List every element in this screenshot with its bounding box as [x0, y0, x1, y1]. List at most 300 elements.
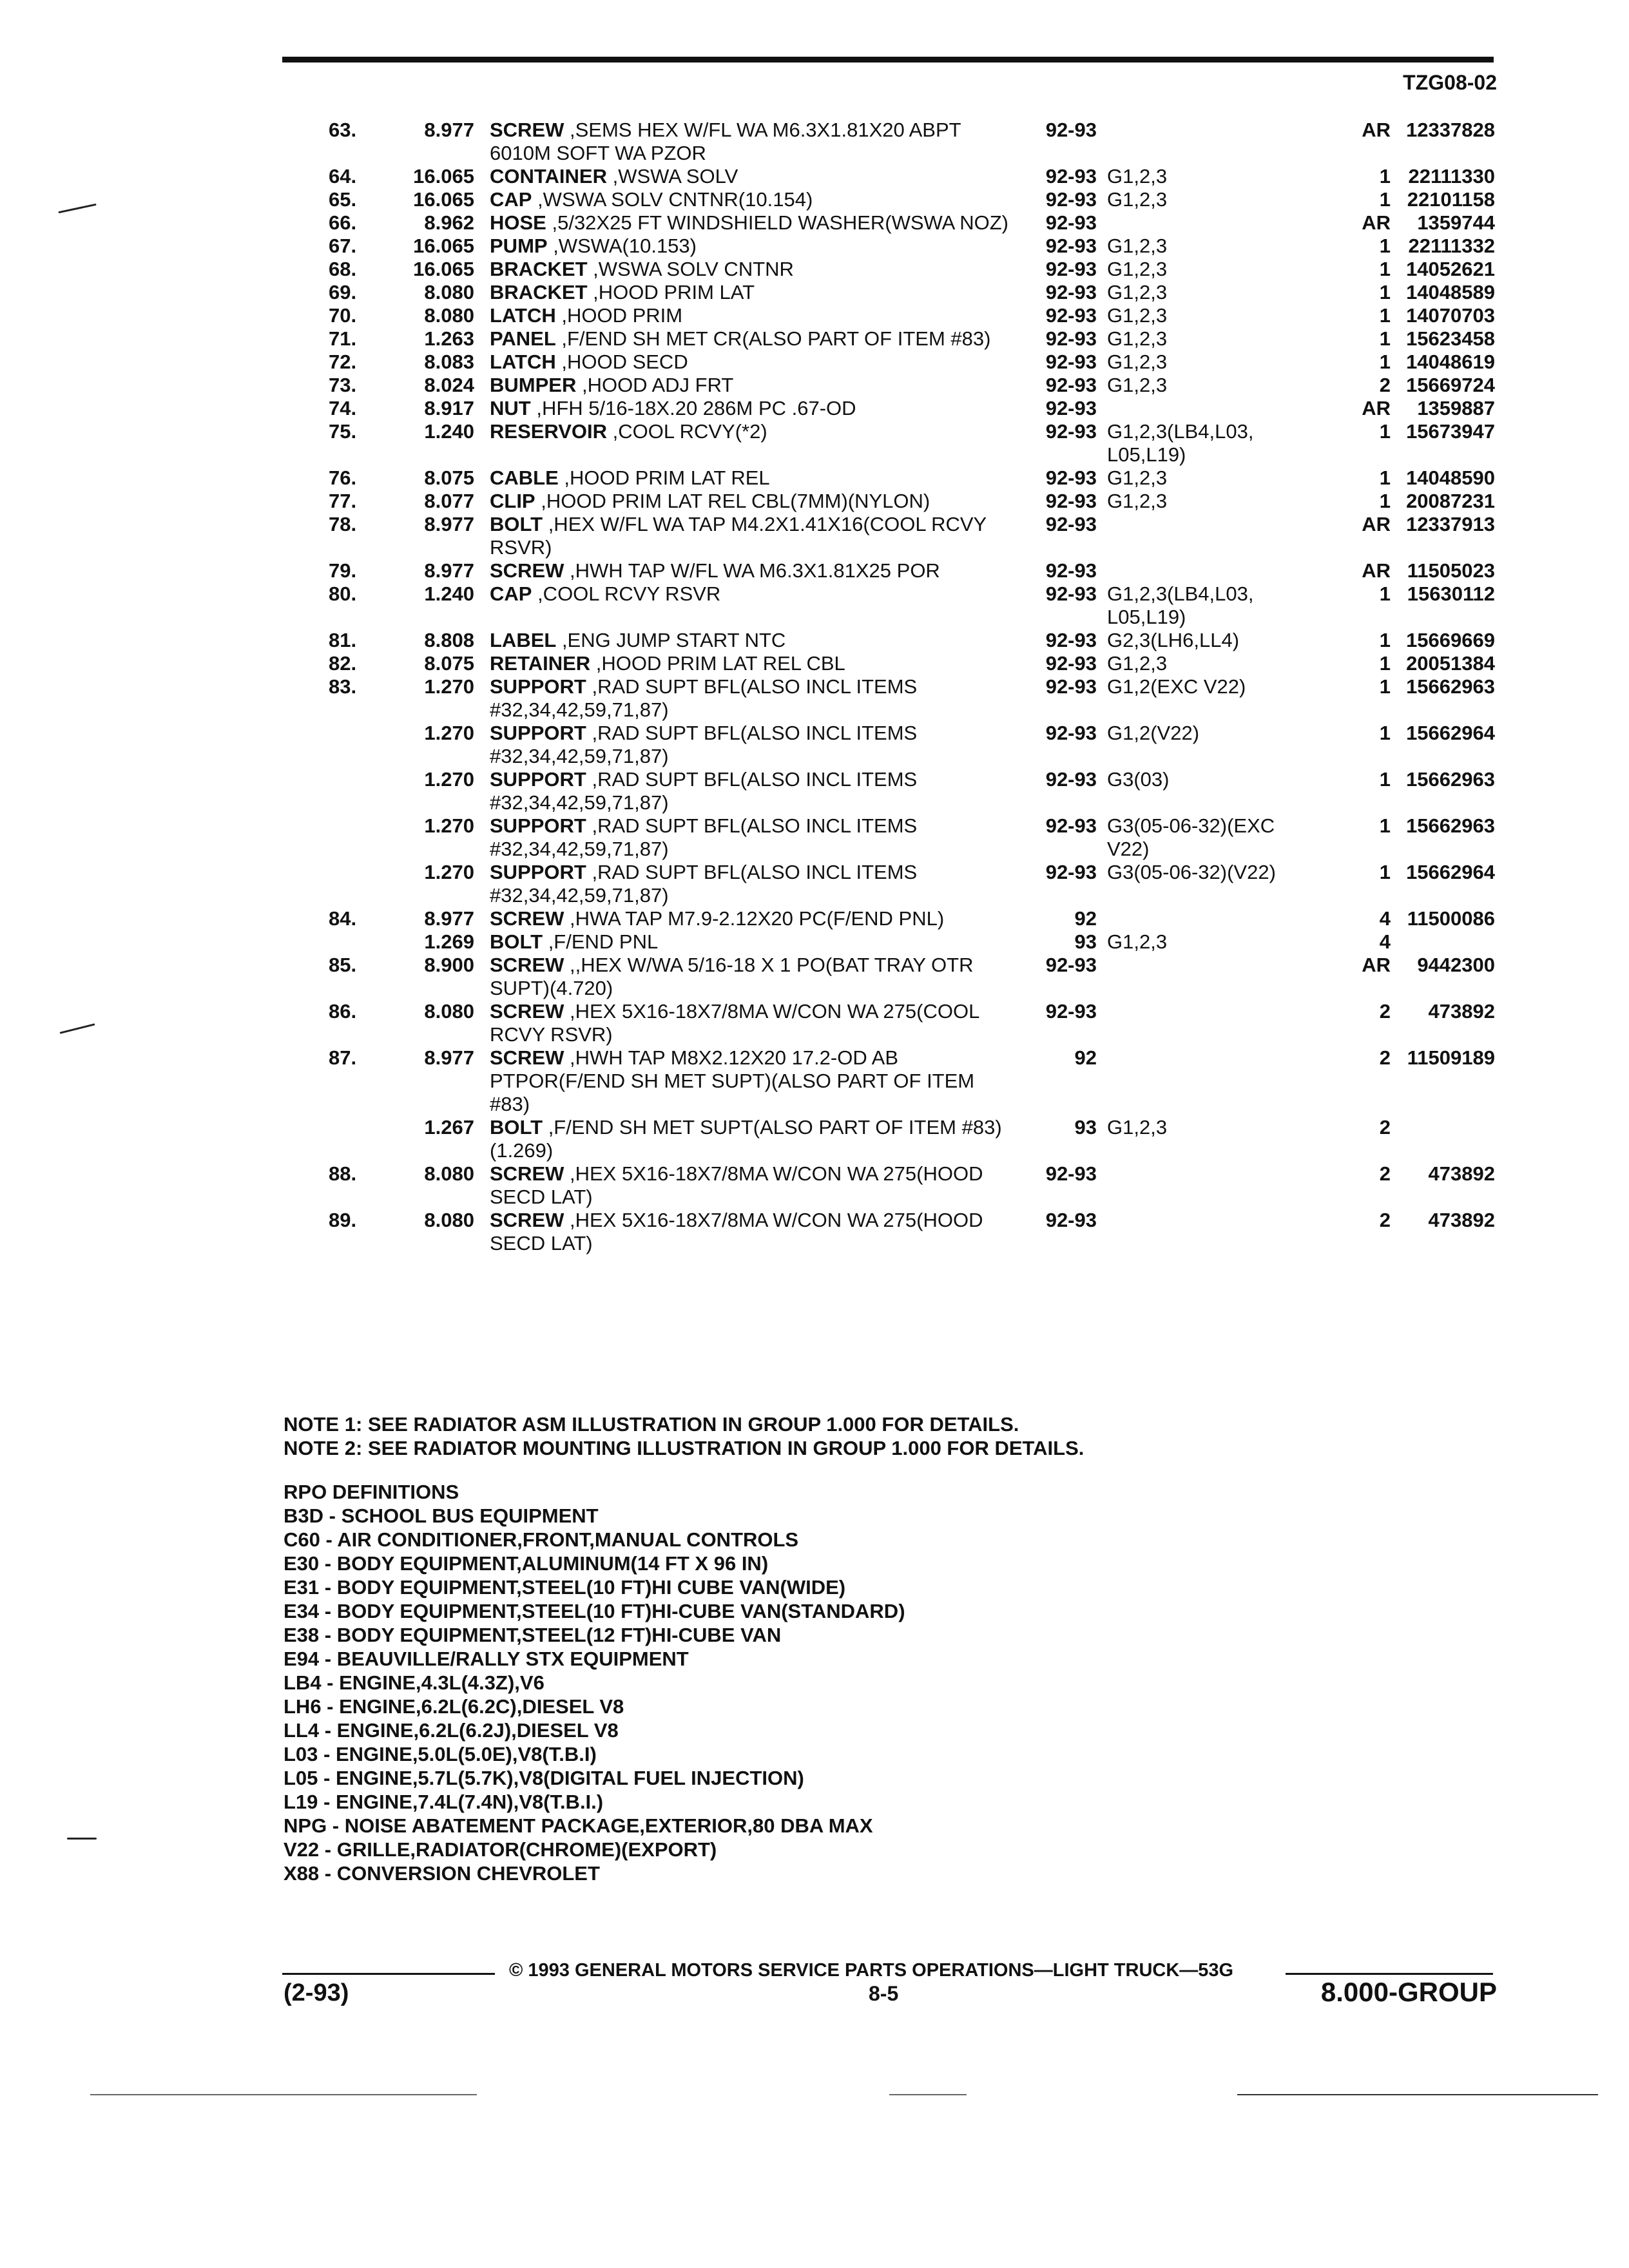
- part-name: CONTAINER: [490, 165, 607, 187]
- group-number: 8.917: [424, 397, 474, 419]
- part-description: [483, 165, 1010, 188]
- model-years: 92-93: [1045, 768, 1097, 791]
- table-row: [284, 420, 1495, 466]
- part-description: [483, 211, 1010, 235]
- quantity: 1: [1379, 235, 1391, 257]
- part-description: [483, 1116, 1010, 1162]
- part-detail: ,HWH TAP W/FL WA M6.3X1.81X25 POR: [564, 559, 940, 582]
- revision-date: (2-93): [284, 1979, 349, 2006]
- part-name: CLIP: [490, 490, 535, 512]
- item-number: 71.: [329, 327, 357, 350]
- item-number: 80.: [329, 582, 357, 605]
- part-name: SCREW: [490, 1046, 564, 1069]
- group-number: 16.065: [413, 235, 474, 257]
- model-years: 92-93: [1045, 165, 1097, 187]
- table-row: [284, 513, 1495, 559]
- part-detail: ,HOOD PRIM LAT REL CBL(7MM)(NYLON): [535, 490, 930, 512]
- part-name: BOLT: [490, 513, 543, 535]
- application: G1,2,3: [1107, 327, 1168, 350]
- table-row: [284, 582, 1495, 629]
- quantity: 1: [1379, 351, 1391, 373]
- application: G1,2,3: [1107, 235, 1168, 257]
- quantity: 1: [1379, 652, 1391, 675]
- table-row: [284, 304, 1495, 327]
- rpo-item: E38 - BODY EQUIPMENT,STEEL(12 FT)HI-CUBE VAN: [284, 1624, 782, 1646]
- copyright: © 1993 GENERAL MOTORS SERVICE PARTS OPERATIONS—LIGHT TRUCK—53G: [509, 1960, 1234, 1981]
- part-name: HOSE: [490, 211, 546, 234]
- model-years: 92-93: [1045, 861, 1097, 883]
- group-number: 8.075: [424, 466, 474, 489]
- part-name: BRACKET: [490, 281, 588, 303]
- quantity: 1: [1379, 768, 1391, 791]
- part-number: 11500086: [1407, 907, 1495, 930]
- quantity: 2: [1379, 1209, 1391, 1231]
- part-name: CAP: [490, 188, 532, 211]
- part-description: [483, 119, 1010, 165]
- quantity: AR: [1362, 119, 1391, 141]
- part-number: 473892: [1428, 1162, 1495, 1185]
- model-years: 92-93: [1045, 119, 1097, 141]
- quantity: 1: [1379, 165, 1391, 187]
- part-detail: ,RAD SUPT BFL(ALSO INCL ITEMS #32,34,42,59,71,87): [490, 861, 918, 907]
- part-detail: ,HOOD PRIM: [555, 304, 683, 327]
- part-detail: ,RAD SUPT BFL(ALSO INCL ITEMS #32,34,42,59,71,87): [490, 814, 918, 860]
- application: G1,2(V22): [1107, 722, 1200, 744]
- part-name: SCREW: [490, 1162, 564, 1185]
- application: G1,2(EXC V22): [1107, 675, 1246, 698]
- quantity: 1: [1379, 420, 1391, 443]
- quantity: 1: [1379, 466, 1391, 489]
- part-number: 15669724: [1406, 374, 1495, 396]
- quantity: AR: [1362, 513, 1391, 535]
- model-years: 92-93: [1045, 374, 1097, 396]
- part-name: SCREW: [490, 954, 564, 976]
- rpo-item: L19 - ENGINE,7.4L(7.4N),V8(T.B.I.): [284, 1791, 604, 1813]
- quantity: 2: [1379, 1162, 1391, 1185]
- footer-rule-right: [1286, 1973, 1493, 1975]
- application: [1107, 954, 1358, 1000]
- table-row: [284, 675, 1495, 722]
- part-number: 1359744: [1417, 211, 1495, 234]
- group-number: 1.240: [424, 420, 474, 443]
- part-detail: ,ENG JUMP START NTC: [556, 629, 786, 651]
- part-description: [483, 513, 1010, 559]
- part-number: 12337828: [1406, 119, 1495, 141]
- item-number: 72.: [329, 351, 357, 373]
- item-number: [284, 814, 354, 861]
- part-detail: ,HFH 5/16-18X.20 286M PC .67-OD: [530, 397, 856, 419]
- model-years: 92-93: [1045, 1162, 1097, 1185]
- part-description: [483, 327, 1010, 351]
- rpo-list: [284, 1504, 905, 1885]
- part-name: RESERVOIR: [490, 420, 608, 443]
- model-years: 92-93: [1045, 513, 1097, 535]
- quantity: 1: [1379, 722, 1391, 744]
- part-detail: ,HEX 5X16-18X7/8MA W/CON WA 275(HOOD SECD LAT): [490, 1162, 983, 1208]
- model-years: 93: [1074, 930, 1097, 953]
- part-description: [483, 652, 1010, 675]
- margin-mark: [58, 204, 96, 213]
- item-number: 89.: [329, 1209, 357, 1231]
- model-years: 92-93: [1045, 1000, 1097, 1023]
- group-number: 8.080: [424, 1162, 474, 1185]
- model-years: 92-93: [1045, 281, 1097, 303]
- group-number: 1.263: [424, 327, 474, 350]
- group-number: 1.270: [424, 675, 474, 698]
- part-name: PUMP: [490, 235, 548, 257]
- table-row: [284, 374, 1495, 397]
- rpo-item: C60 - AIR CONDITIONER,FRONT,MANUAL CONTROLS: [284, 1528, 799, 1551]
- part-detail: ,F/END SH MET SUPT(ALSO PART OF ITEM #83)(1.269): [490, 1116, 1002, 1162]
- part-description: [483, 629, 1010, 652]
- quantity: 1: [1379, 861, 1391, 883]
- part-description: [483, 235, 1010, 258]
- part-number: 15669669: [1406, 629, 1495, 651]
- group-number: 8.977: [424, 559, 474, 582]
- model-years: 92-93: [1045, 235, 1097, 257]
- item-number: 78.: [329, 513, 357, 535]
- part-description: [483, 1209, 1010, 1255]
- item-number: 64.: [329, 165, 357, 187]
- model-years: 92-93: [1045, 327, 1097, 350]
- parts-table: [284, 119, 1495, 1255]
- part-number: 1359887: [1417, 397, 1495, 419]
- note-2: NOTE 2: SEE RADIATOR MOUNTING ILLUSTRATION IN GROUP 1.000 FOR DETAILS.: [284, 1437, 1084, 1459]
- rpo-item: E30 - BODY EQUIPMENT,ALUMINUM(14 FT X 96 IN): [284, 1552, 769, 1575]
- rpo-item: B3D - SCHOOL BUS EQUIPMENT: [284, 1504, 599, 1527]
- part-name: RETAINER: [490, 652, 591, 675]
- part-description: [483, 768, 1010, 814]
- part-name: BUMPER: [490, 374, 577, 396]
- part-detail: ,HOOD PRIM LAT REL CBL: [590, 652, 845, 675]
- part-number: 22111330: [1408, 165, 1495, 187]
- part-name: PANEL: [490, 327, 556, 350]
- item-number: 83.: [329, 675, 357, 698]
- application: [1107, 907, 1358, 930]
- item-number: 70.: [329, 304, 357, 327]
- item-number: 77.: [329, 490, 357, 512]
- part-number: 14048589: [1406, 281, 1495, 303]
- group-number: 8.080: [424, 281, 474, 303]
- part-name: SCREW: [490, 1209, 564, 1231]
- group-label: 8.000-GROUP: [1320, 1977, 1497, 2007]
- table-row: [284, 1162, 1495, 1209]
- part-detail: ,RAD SUPT BFL(ALSO INCL ITEMS #32,34,42,59,71,87): [490, 722, 918, 767]
- application: G1,2,3: [1107, 930, 1168, 953]
- part-description: [483, 466, 1010, 490]
- part-detail: ,HEX 5X16-18X7/8MA W/CON WA 275(HOOD SECD LAT): [490, 1209, 983, 1254]
- rpo-item: LL4 - ENGINE,6.2L(6.2J),DIESEL V8: [284, 1719, 619, 1742]
- part-number: 15662963: [1406, 814, 1495, 837]
- table-row: [284, 466, 1495, 490]
- rpo-item: L03 - ENGINE,5.0L(5.0E),V8(T.B.I): [284, 1743, 597, 1765]
- part-description: [483, 559, 1010, 582]
- part-description: [483, 954, 1010, 1000]
- item-number: 85.: [329, 954, 357, 976]
- table-row: [284, 281, 1495, 304]
- rpo-item: E94 - BEAUVILLE/RALLY STX EQUIPMENT: [284, 1648, 689, 1670]
- part-description: [483, 722, 1010, 768]
- notes: [284, 1412, 1084, 1460]
- part-name: SCREW: [490, 119, 564, 141]
- part-description: [483, 861, 1010, 907]
- rpo-item: L05 - ENGINE,5.7L(5.7K),V8(DIGITAL FUEL INJECTION): [284, 1767, 804, 1789]
- quantity: 2: [1379, 374, 1391, 396]
- table-row: [284, 559, 1495, 582]
- item-number: 75.: [329, 420, 357, 443]
- item-number: 86.: [329, 1000, 357, 1023]
- part-number: 14052621: [1406, 258, 1495, 280]
- rpo-item: V22 - GRILLE,RADIATOR(CHROME)(EXPORT): [284, 1838, 717, 1861]
- table-row: [284, 652, 1495, 675]
- part-detail: ,WSWA SOLV CNTNR: [587, 258, 794, 280]
- model-years: 92-93: [1045, 675, 1097, 698]
- part-name: BOLT: [490, 1116, 543, 1139]
- model-years: 92-93: [1045, 1209, 1097, 1231]
- rpo-title: RPO DEFINITIONS: [284, 1481, 459, 1503]
- part-detail: ,WSWA(10.153): [547, 235, 697, 257]
- part-detail: ,,HEX W/WA 5/16-18 X 1 PO(BAT TRAY OTR SUPT)(4.720): [490, 954, 974, 999]
- part-detail: ,F/END PNL: [543, 930, 659, 953]
- group-number: 8.977: [424, 119, 474, 141]
- part-detail: ,5/32X25 FT WINDSHIELD WASHER(WSWA NOZ): [546, 211, 1008, 234]
- group-number: 8.024: [424, 374, 474, 396]
- table-row: [284, 1046, 1495, 1116]
- rpo-item: X88 - CONVERSION CHEVROLET: [284, 1862, 600, 1885]
- application: G1,2,3: [1107, 281, 1168, 303]
- margin-mark: [67, 1838, 97, 1840]
- part-name: BRACKET: [490, 258, 588, 280]
- quantity: 1: [1379, 258, 1391, 280]
- group-number: 8.075: [424, 652, 474, 675]
- document-code: TZG08-02: [1403, 71, 1497, 94]
- model-years: 92-93: [1045, 490, 1097, 512]
- application: G3(03): [1107, 768, 1170, 791]
- model-years: 92-93: [1045, 559, 1097, 582]
- part-name: LATCH: [490, 351, 556, 373]
- model-years: 92-93: [1045, 629, 1097, 651]
- model-years: 92-93: [1045, 211, 1097, 234]
- application: [1107, 119, 1358, 165]
- table-row: [284, 1116, 1495, 1162]
- part-number: 22101158: [1407, 188, 1495, 211]
- application: G3(05-06-32)(V22): [1107, 861, 1276, 883]
- item-number: [284, 722, 354, 768]
- model-years: 92-93: [1045, 420, 1097, 443]
- quantity: AR: [1362, 397, 1391, 419]
- part-description: [483, 1162, 1010, 1209]
- rpo-definitions: [284, 1480, 905, 1885]
- group-number: 1.269: [424, 930, 474, 953]
- part-name: SUPPORT: [490, 675, 586, 698]
- part-name: SUPPORT: [490, 768, 586, 791]
- item-number: 74.: [329, 397, 357, 419]
- rpo-item: E34 - BODY EQUIPMENT,STEEL(10 FT)HI-CUBE VAN(STANDARD): [284, 1600, 905, 1622]
- quantity: 2: [1379, 1000, 1391, 1023]
- table-row: [284, 1000, 1495, 1046]
- part-name: CAP: [490, 582, 532, 605]
- item-number: 73.: [329, 374, 357, 396]
- quantity: AR: [1362, 211, 1391, 234]
- part-description: [483, 304, 1010, 327]
- part-detail: ,HWA TAP M7.9-2.12X20 PC(F/END PNL): [564, 907, 945, 930]
- part-description: [483, 281, 1010, 304]
- model-years: 92-93: [1045, 466, 1097, 489]
- part-number: 15662964: [1406, 722, 1495, 744]
- part-detail: ,WSWA SOLV CNTNR(10.154): [532, 188, 813, 211]
- part-name: CABLE: [490, 466, 559, 489]
- group-number: 8.808: [424, 629, 474, 651]
- margin-mark: [59, 1023, 95, 1033]
- application: G1,2,3: [1107, 652, 1168, 675]
- part-detail: ,HOOD PRIM LAT REL: [558, 466, 770, 489]
- rpo-item: NPG - NOISE ABATEMENT PACKAGE,EXTERIOR,80 DBA MAX: [284, 1814, 873, 1837]
- table-row: [284, 258, 1495, 281]
- table-row: [284, 351, 1495, 374]
- item-number: 69.: [329, 281, 357, 303]
- item-number: 76.: [329, 466, 357, 489]
- table-row: [284, 397, 1495, 420]
- table-row: [284, 954, 1495, 1000]
- part-number: 9442300: [1417, 954, 1495, 976]
- item-number: 79.: [329, 559, 357, 582]
- table-row: [284, 861, 1495, 907]
- rpo-item: E31 - BODY EQUIPMENT,STEEL(10 FT)HI CUBE VAN(WIDE): [284, 1576, 846, 1599]
- part-detail: ,COOL RCVY(*2): [607, 420, 767, 443]
- part-name: LATCH: [490, 304, 556, 327]
- part-description: [483, 188, 1010, 211]
- item-number: 88.: [329, 1162, 357, 1185]
- item-number: [284, 930, 354, 954]
- part-name: SCREW: [490, 1000, 564, 1023]
- part-detail: ,WSWA SOLV: [606, 165, 738, 187]
- application: [1107, 1046, 1358, 1116]
- part-detail: ,HOOD ADJ FRT: [576, 374, 734, 396]
- application: [1107, 211, 1358, 235]
- model-years: 92: [1074, 1046, 1097, 1069]
- item-number: 82.: [329, 652, 357, 675]
- item-number: [284, 861, 354, 907]
- application: G1,2,3: [1107, 374, 1168, 396]
- part-description: [483, 1046, 1010, 1116]
- quantity: AR: [1362, 954, 1391, 976]
- part-number: 14048590: [1406, 466, 1495, 489]
- part-name: SUPPORT: [490, 814, 586, 837]
- application: G1,2,3: [1107, 490, 1168, 512]
- quantity: 4: [1379, 907, 1391, 930]
- part-name: NUT: [490, 397, 531, 419]
- part-name: SUPPORT: [490, 861, 586, 883]
- item-number: 68.: [329, 258, 357, 280]
- model-years: 93: [1074, 1116, 1097, 1139]
- model-years: 92-93: [1045, 814, 1097, 837]
- table-row: [284, 907, 1495, 930]
- part-description: [483, 397, 1010, 420]
- group-number: 1.270: [424, 814, 474, 837]
- application: [1107, 397, 1358, 420]
- table-row: [284, 629, 1495, 652]
- application: G2,3(LH6,LL4): [1107, 629, 1240, 651]
- part-detail: ,RAD SUPT BFL(ALSO INCL ITEMS #32,34,42,59,71,87): [490, 675, 918, 721]
- model-years: 92-93: [1045, 304, 1097, 327]
- table-row: [284, 119, 1495, 165]
- quantity: 1: [1379, 490, 1391, 512]
- model-years: 92-93: [1045, 954, 1097, 976]
- part-number: 473892: [1428, 1209, 1495, 1231]
- group-number: 8.080: [424, 304, 474, 327]
- scan-edge-line: [90, 2094, 477, 2095]
- table-row: [284, 814, 1495, 861]
- application: G3(05-06-32)(EXC V22): [1107, 814, 1275, 860]
- part-number: 15662963: [1406, 768, 1495, 791]
- quantity: 1: [1379, 814, 1391, 837]
- part-description: [483, 1000, 1010, 1046]
- quantity: 1: [1379, 675, 1391, 698]
- part-number: 15673947: [1406, 420, 1495, 443]
- part-name: SCREW: [490, 907, 564, 930]
- quantity: 1: [1379, 188, 1391, 211]
- group-number: 16.065: [413, 258, 474, 280]
- part-number: [1398, 930, 1495, 954]
- application: G1,2,3(LB4,L03, L05,L19): [1107, 420, 1254, 466]
- application: G1,2,3(LB4,L03, L05,L19): [1107, 582, 1254, 628]
- part-number: 20087231: [1406, 490, 1495, 512]
- group-number: 8.962: [424, 211, 474, 234]
- group-number: 1.270: [424, 722, 474, 744]
- part-description: [483, 907, 1010, 930]
- table-row: [284, 930, 1495, 954]
- part-number: 11509189: [1407, 1046, 1495, 1069]
- application: G1,2,3: [1107, 188, 1168, 211]
- item-number: [284, 768, 354, 814]
- part-number: 14048619: [1406, 351, 1495, 373]
- part-name: BOLT: [490, 930, 543, 953]
- application: [1107, 559, 1358, 582]
- model-years: 92-93: [1045, 351, 1097, 373]
- item-number: 63.: [329, 119, 357, 141]
- group-number: 16.065: [413, 165, 474, 187]
- item-number: 84.: [329, 907, 357, 930]
- group-number: 16.065: [413, 188, 474, 211]
- quantity: 1: [1379, 304, 1391, 327]
- top-rule: [282, 57, 1494, 62]
- quantity: 1: [1379, 629, 1391, 651]
- part-name: SUPPORT: [490, 722, 586, 744]
- group-number: 8.977: [424, 513, 474, 535]
- application: [1107, 1209, 1358, 1255]
- part-number: 15662964: [1406, 861, 1495, 883]
- model-years: 92-93: [1045, 722, 1097, 744]
- quantity: 1: [1379, 582, 1391, 605]
- part-number: 15630112: [1407, 582, 1495, 605]
- group-number: 8.900: [424, 954, 474, 976]
- item-number: 81.: [329, 629, 357, 651]
- table-row: [284, 722, 1495, 768]
- quantity: AR: [1362, 559, 1391, 582]
- model-years: 92-93: [1045, 258, 1097, 280]
- model-years: 92-93: [1045, 397, 1097, 419]
- part-name: SCREW: [490, 559, 564, 582]
- footer-rule-left: [282, 1973, 495, 1975]
- application: [1107, 513, 1358, 559]
- table-row: [284, 490, 1495, 513]
- application: G1,2,3: [1107, 304, 1168, 327]
- quantity: 1: [1379, 327, 1391, 350]
- part-name: LABEL: [490, 629, 557, 651]
- item-number: [284, 1116, 354, 1162]
- part-detail: ,HEX W/FL WA TAP M4.2X1.41X16(COOL RCVY RSVR): [490, 513, 987, 559]
- part-description: [483, 351, 1010, 374]
